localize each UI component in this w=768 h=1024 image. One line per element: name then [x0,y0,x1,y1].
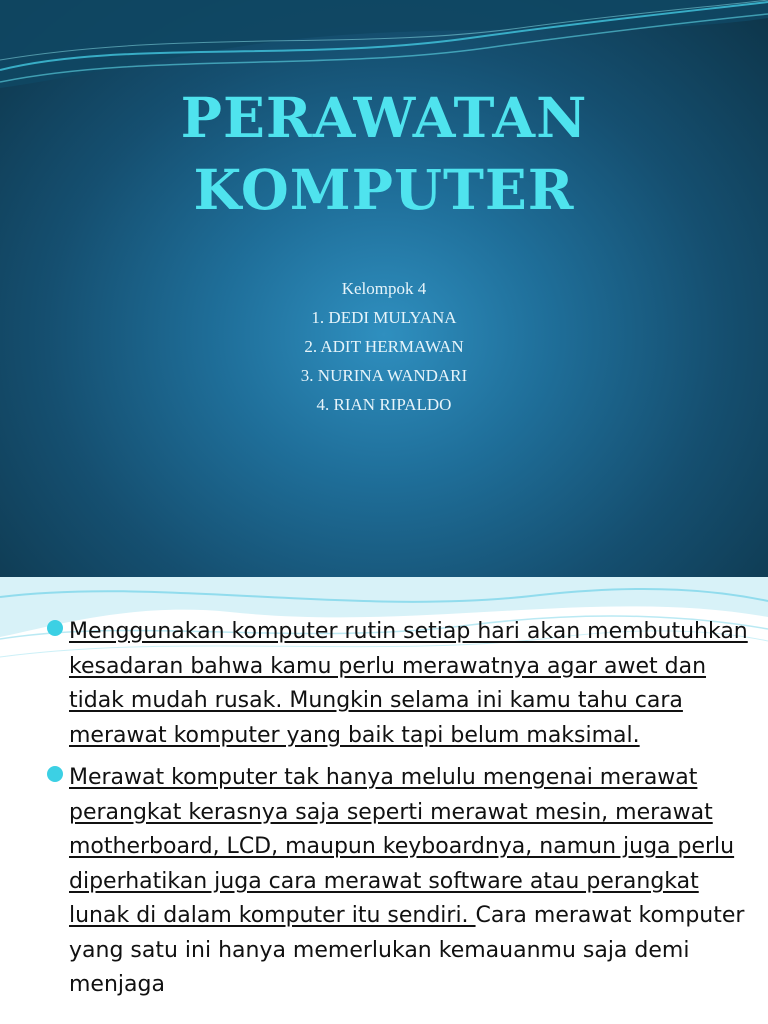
group-members [0,274,768,419]
bullet-dot-icon [47,766,63,782]
bullet-dot-icon [47,620,63,636]
bullet-item-1 [44,615,756,753]
bullet-2-underlined-text: Merawat komputer tak hanya melulu mengenai merawat perangkat kerasnya saja seperti merawat mesin, merawat motherboard, LCD, maupun keyboardnya, namun juga perlu diperhatikan juga cara merawat software atau perangkat lunak di dalam komputer itu sendiri. [69,765,735,928]
bullet-1-underlined-text: Menggunakan komputer rutin setiap hari akan membutuhkan kesadaran bahwa kamu perlu merawatnya agar awet dan tidak mudah rusak. Mungkin selama ini kamu tahu cara merawat komputer yang baik tapi belum maksimal. [69,619,748,748]
bullet-text-1 [69,615,756,753]
title-line-2: KOMPUTER [193,157,575,222]
bullet-list [44,615,756,1011]
content-slide [0,577,768,1024]
group-label: Kelompok 4 [341,279,427,298]
member-4: 4. RIAN RIPALDO [316,395,452,414]
member-1: 1. DEDI MULYANA [311,308,457,327]
bullet-2-plain-text: Cara merawat komputer yang satu ini hanya memerlukan kemauanmu saja demi menjaga [69,903,745,997]
title-line-1: PERAWATAN [180,85,588,150]
slide-title [0,82,768,226]
bullet-text-2 [69,761,756,1003]
member-2: 2. ADIT HERMAWAN [304,337,464,356]
bullet-item-2 [44,761,756,1003]
member-3: 3. NURINA WANDARI [300,366,468,385]
